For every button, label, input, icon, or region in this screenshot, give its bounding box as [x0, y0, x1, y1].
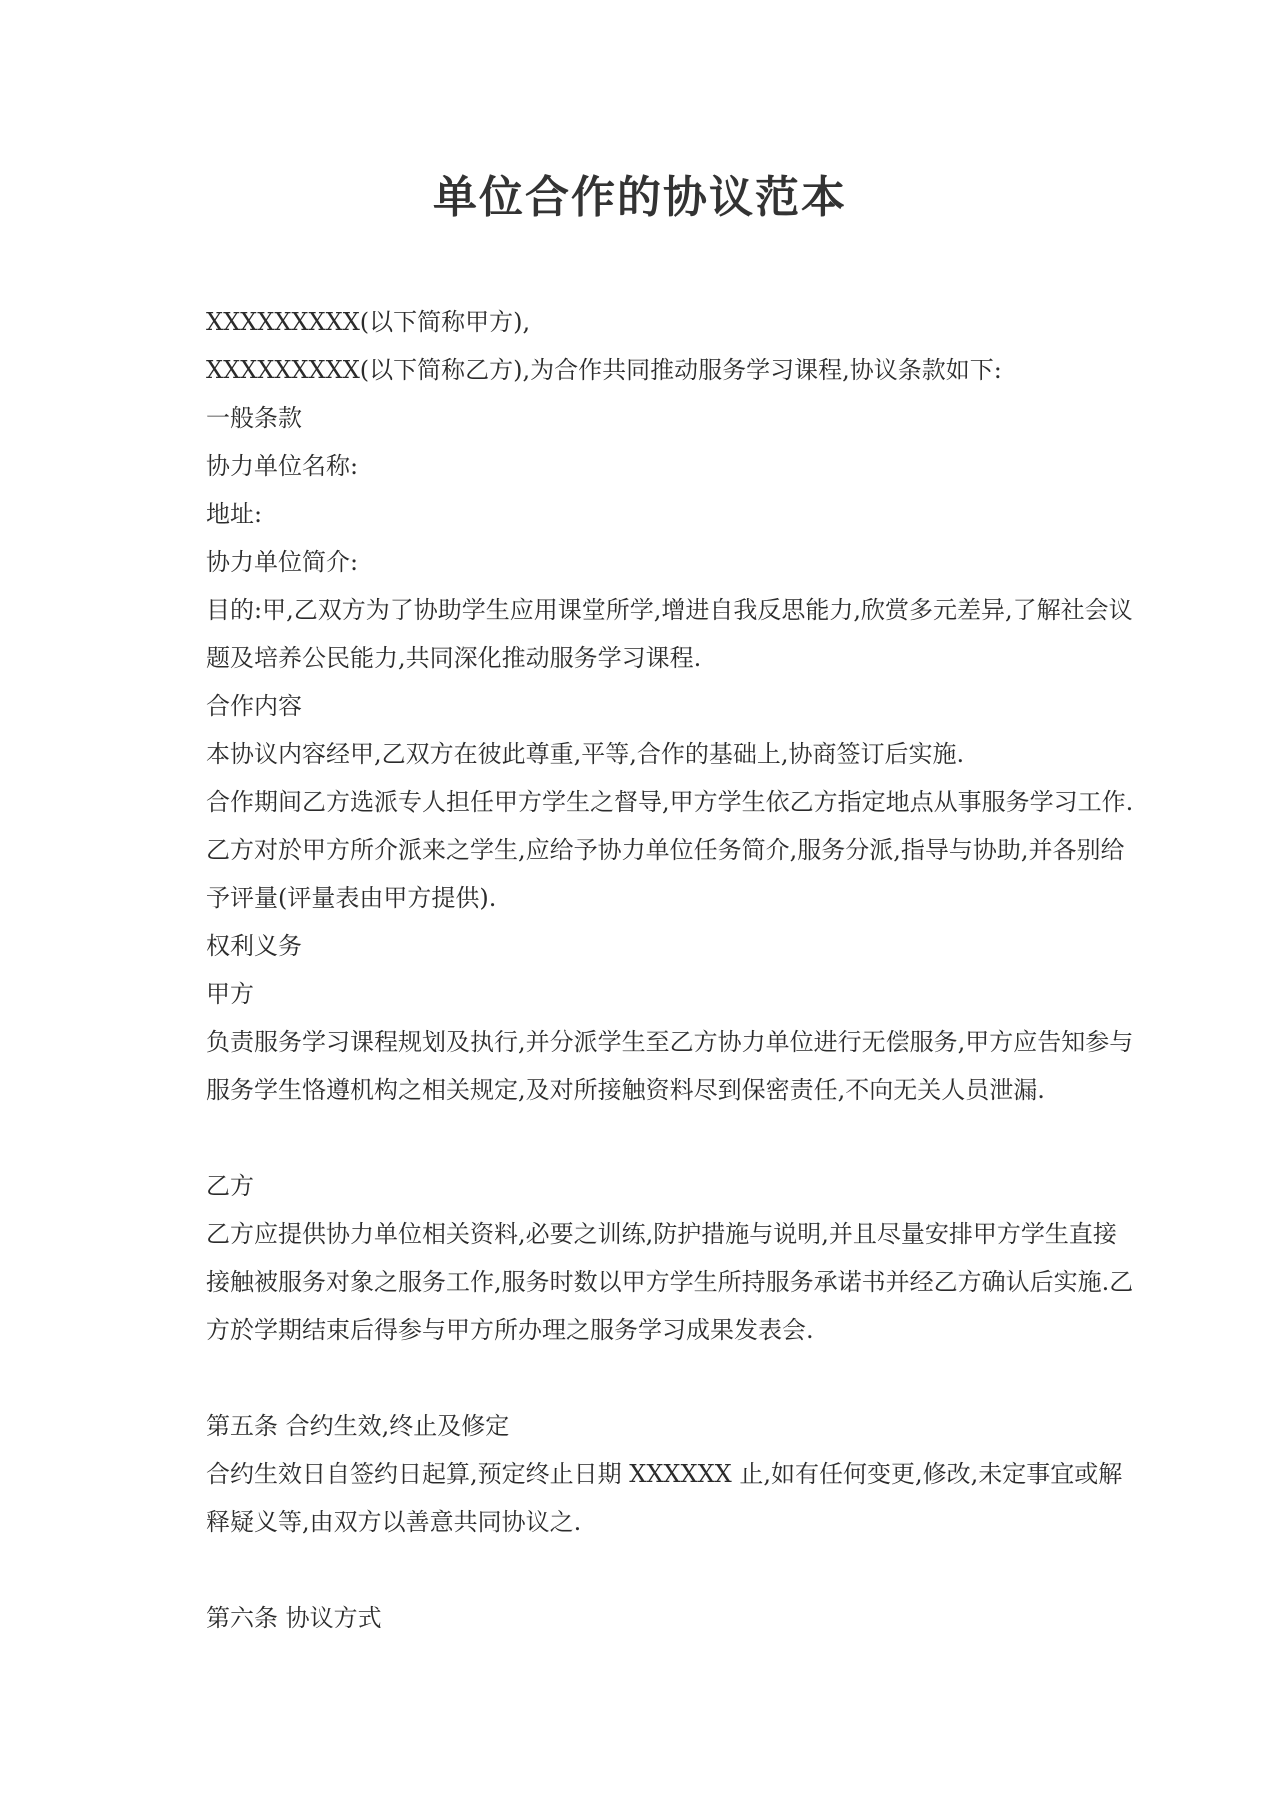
- document-title: 单位合作的协议范本: [433, 172, 847, 223]
- article-six-heading: 第六条 协议方式: [206, 1604, 382, 1632]
- field-partner-intro: 协力单位简介:: [206, 548, 359, 576]
- content-paragraph-1: 本协议内容经甲,乙双方在彼此尊重,平等,合作的基础上,协商签订后实施.: [206, 740, 965, 768]
- party-a-heading: 甲方: [206, 980, 254, 1008]
- spacer: [206, 1114, 1138, 1162]
- section-heading-general: 一般条款: [206, 404, 302, 432]
- article-five-heading: 第五条 合约生效,终止及修定: [206, 1412, 510, 1440]
- document-body: [206, 298, 1138, 1642]
- content-paragraph-3: 乙方对於甲方所介派来之学生,应给予协力单位任务简介,服务分派,指导与协助,并各别给予评量(评量表由甲方提供).: [206, 836, 1125, 912]
- party-a-duties: 负责服务学习课程规划及执行,并分派学生至乙方协力单位进行无偿服务,甲方应告知参与服务学生恪遵机构之相关规定,及对所接触资料尽到保密责任,不向无关人员泄漏.: [206, 1028, 1134, 1104]
- party-b-heading: 乙方: [206, 1172, 254, 1200]
- article-five-text: 合约生效日自签约日起算,预定终止日期 XXXXXX 止,如有任何变更,修改,未定事宜或解释疑义等,由双方以善意共同协议之.: [206, 1460, 1123, 1536]
- content-paragraph-2: 合作期间乙方选派专人担任甲方学生之督导,甲方学生依乙方指定地点从事服务学习工作.: [206, 788, 1134, 816]
- spacer: [206, 1546, 1138, 1594]
- purpose-paragraph: 目的:甲,乙双方为了协助学生应用课堂所学,增进自我反思能力,欣赏多元差异,了解社会议题及培养公民能力,共同深化推动服务学习课程.: [206, 596, 1133, 672]
- party-b-duties: 乙方应提供协力单位相关资料,必要之训练,防护措施与说明,并且尽量安排甲方学生直接接触被服务对象之服务工作,服务时数以甲方学生所持服务承诺书并经乙方确认后实施.乙方於学期结束后得参与甲方所办理之服务学习成果发表会.: [206, 1220, 1134, 1344]
- section-heading-content: 合作内容: [206, 692, 302, 720]
- field-partner-name: 协力单位名称:: [206, 452, 359, 480]
- field-address: 地址:: [206, 500, 263, 528]
- section-heading-rights: 权利义务: [206, 932, 302, 960]
- party-a-line: XXXXXXXXX(以下简称甲方),: [206, 308, 531, 336]
- party-b-line: XXXXXXXXX(以下简称乙方),为合作共同推动服务学习课程,协议条款如下:: [206, 356, 1002, 384]
- spacer: [206, 1354, 1138, 1402]
